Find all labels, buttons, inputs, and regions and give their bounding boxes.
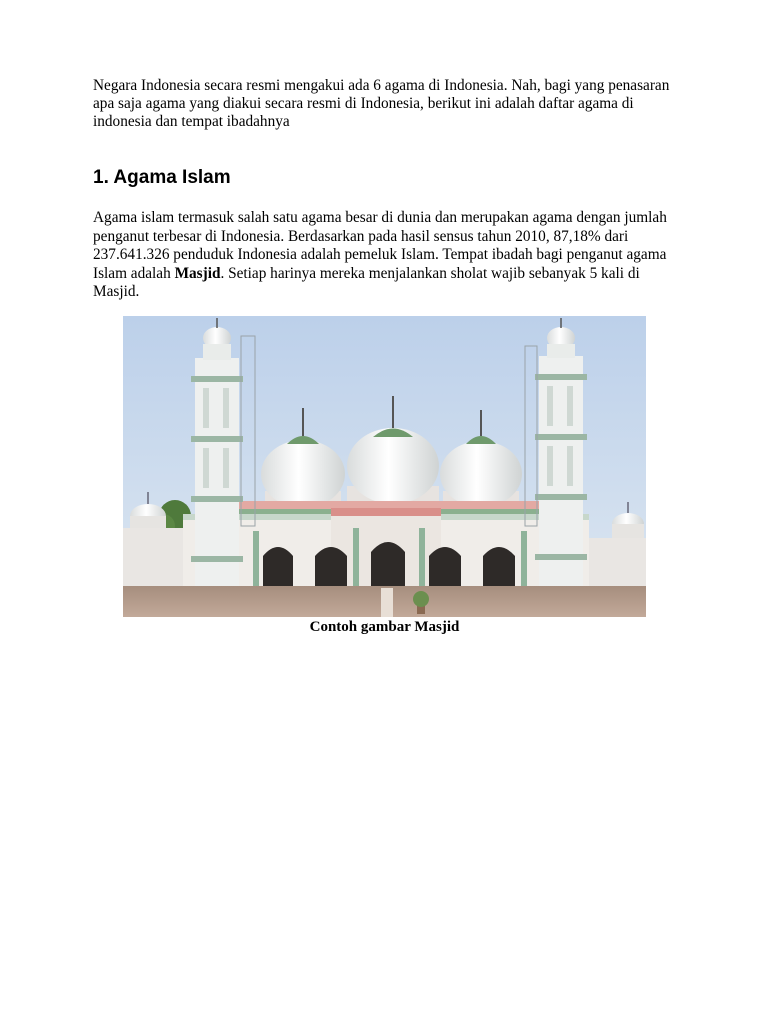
roof-band bbox=[235, 501, 540, 509]
walkway bbox=[381, 588, 393, 617]
body-bold-term: Masjid bbox=[174, 264, 221, 282]
figure-caption: Contoh gambar Masjid bbox=[309, 619, 460, 635]
intro-paragraph: Negara Indonesia secara resmi mengakui ada 6 agama di Indonesia. Nah, bagi yang penasaran apa saja agama yang diakui secara resmi di Indonesia, berikut ini adalah daftar agama di indonesia dan tempat ibadahnya bbox=[93, 77, 670, 130]
mosque-photo bbox=[123, 316, 646, 617]
section-heading: 1. Agama Islam bbox=[93, 167, 231, 188]
body-text-part: Agama islam termasuk salah satu agama besar di dunia dan merupakan agama dengan jumlah penganut terbesar di Indonesia. Berdasarkan pada hasil sensus tahun 2010, 87,18% dari 237.641.326 penduduk Indonesia adalah pemeluk Islam. Tempat ibadah bagi penganut agama Islam adalah bbox=[93, 209, 667, 282]
body-text-part: . Setiap harinya mereka menjalankan sholat wajib sebanyak 5 kali di Masjid. bbox=[93, 264, 640, 300]
section-body-paragraph bbox=[93, 209, 683, 302]
